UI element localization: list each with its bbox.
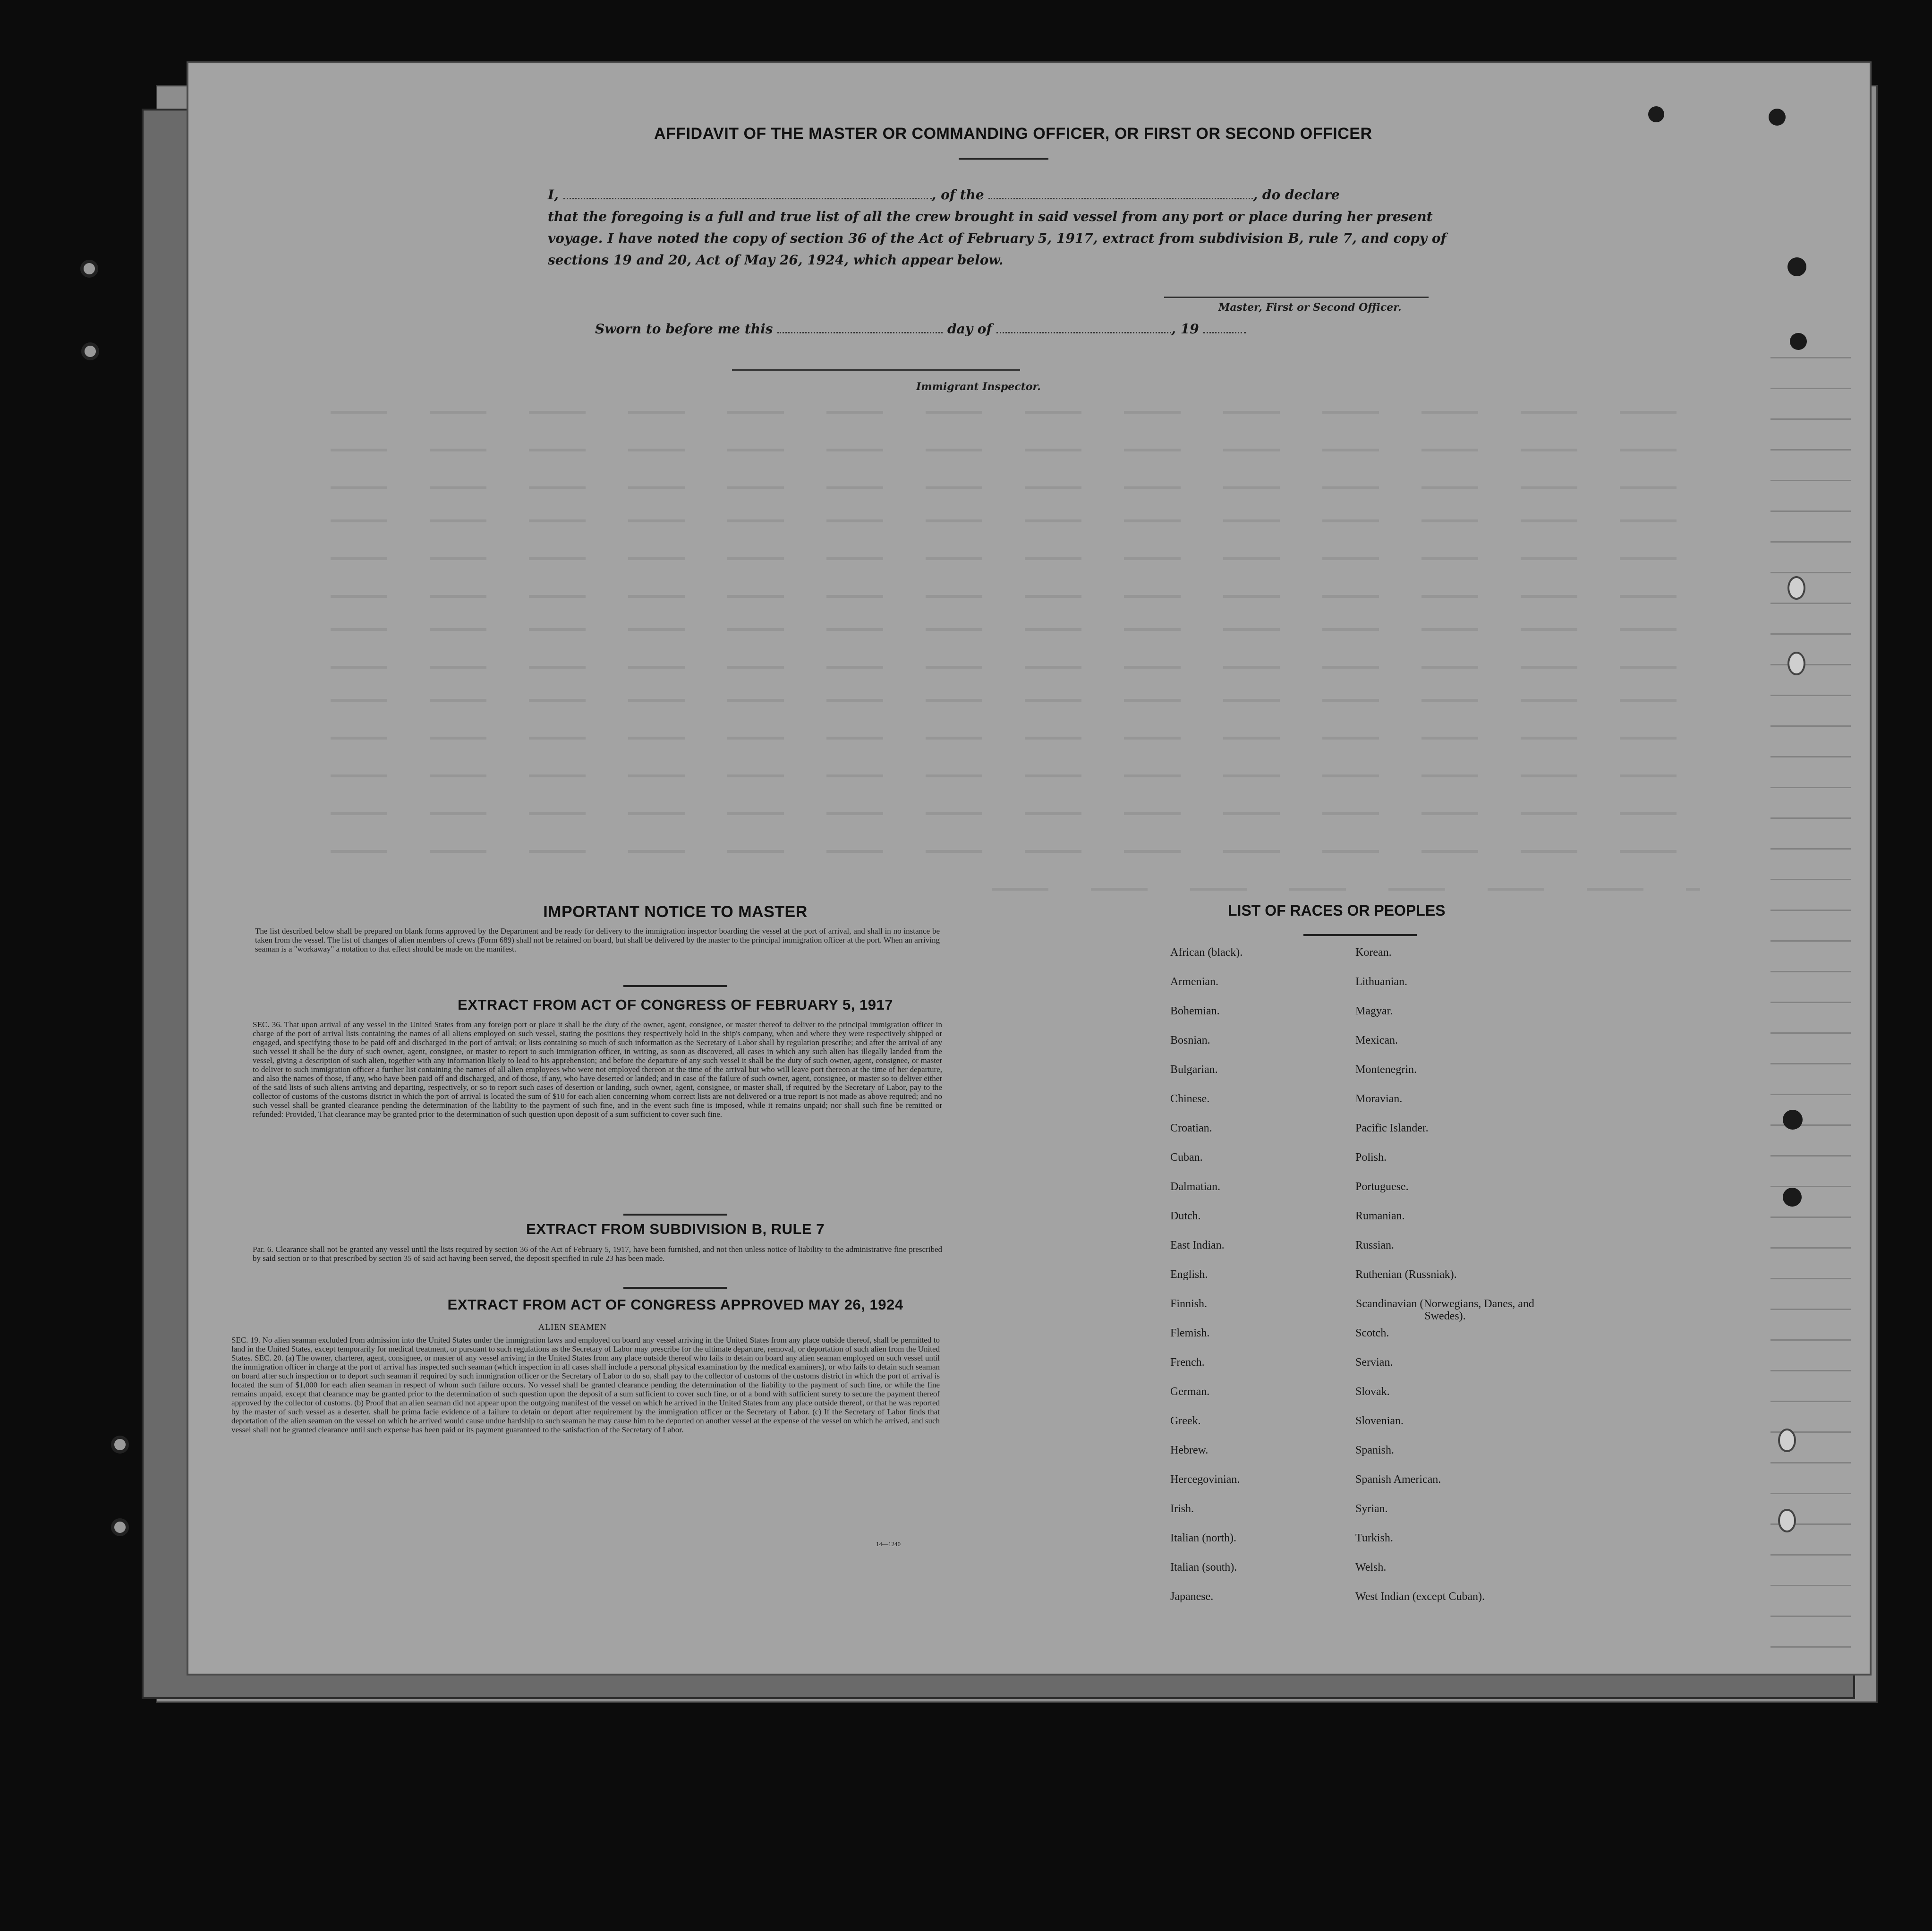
- races-rule: [1303, 934, 1417, 936]
- sworn-prefix: Sworn to before me this: [595, 321, 773, 337]
- officer-name-field[interactable]: [563, 198, 932, 199]
- title-rule: [959, 158, 1048, 160]
- inspector-signature-label: Immigrant Inspector.: [916, 381, 1041, 393]
- race-item: Croatian.: [1170, 1122, 1212, 1134]
- race-item: Finnish.: [1170, 1298, 1208, 1310]
- race-item: Polish.: [1355, 1151, 1387, 1164]
- notice-rule: [623, 985, 727, 987]
- extract-1924-text: SEC. 19. No alien seaman excluded from admission into the United States under the immigration laws and employed on board any vessel arriving in the United States from any place outside thereof, shall be permitted to land in the United States, except temporarily for medical treatment, or pursuant to such regulations as the Secretary of Labor may prescribe for the ultimate departure, removal, or deportation of such alien from the United States. SEC. 20. (a) The owner, charterer, agent, consignee, or master of any vessel arriving in the United States from any place outside thereof who fails to detain on board any alien seaman employed on such vessel until the immigration officer in charge at the port of arrival has inspected such seaman (which inspection in all cases shall include a personal physical examination by the medical examiners), or who fails to detain such seaman on board after such inspection or to deport such seaman if required by such immigration officer or the Secretary of Labor to do so, shall pay to the collector of customs of the customs district in which the port of arrival is located the sum of $1,000 for each alien seaman in respect of whom such failure occurs. No vessel shall be granted clearance pending the determination of the liability to the payment of such fine, or while the fine remains unpaid, except that clearance may be granted prior to the determination of such question upon the deposit of a sum sufficient to cover such fine, or of a bond with sufficient surety to secure the payment thereof approved by the collector of customs. (b) Proof that an alien seaman did not appear upon the outgoing manifest of the vessel on which he arrived in the United States from any place outside thereof, or that he was reported by the master of such vessel as a deserter, shall be prima facie evidence of a failure to detain or deport after requirement by the immigration officer or the Secretary of Labor. (c) If the Secretary of Labor finds that deportation of the alien seaman on the vessel on which he arrived would cause undue hardship to such seaman he may cause him to be deported on another vessel at the expense of the vessel on which he arrived, and such vessel shall not be granted clearance until such expense has been paid or its payment guaranteed to the satisfaction of the Secretary of Labor.: [231, 1336, 940, 1434]
- race-item: Turkish.: [1355, 1532, 1393, 1544]
- master-signature-label: Master, First or Second Officer.: [1218, 301, 1402, 314]
- extract-1917-title: EXTRACT FROM ACT OF CONGRESS OF FEBRUARY 5, 1917: [458, 996, 893, 1013]
- race-item: Flemish.: [1170, 1327, 1210, 1339]
- race-item: West Indian (except Cuban).: [1355, 1591, 1485, 1603]
- race-item: Scotch.: [1355, 1327, 1389, 1339]
- race-item: Servian.: [1355, 1356, 1393, 1369]
- race-item: Russian.: [1355, 1239, 1395, 1251]
- race-item: African (black).: [1170, 946, 1243, 959]
- race-item: Korean.: [1355, 946, 1392, 959]
- race-item: Dalmatian.: [1170, 1181, 1220, 1193]
- races-left-column: [1170, 944, 1243, 1618]
- race-item: Cuban.: [1170, 1151, 1203, 1164]
- race-item: Bosnian.: [1170, 1034, 1210, 1046]
- rule-7-title: EXTRACT FROM SUBDIVISION B, RULE 7: [526, 1221, 825, 1237]
- race-item: Armenian.: [1170, 976, 1218, 988]
- sworn-day-of: day of: [947, 321, 992, 337]
- bleed-through-grid: [1770, 328, 1851, 1659]
- race-item: Rumanian.: [1355, 1210, 1405, 1222]
- race-item: Italian (south).: [1170, 1561, 1237, 1574]
- alien-seamen-subtitle: ALIEN SEAMEN: [538, 1322, 607, 1332]
- extract-1917-rule: [623, 1214, 727, 1216]
- extract-1924-title: EXTRACT FROM ACT OF CONGRESS APPROVED MAY 26, 1924: [447, 1296, 903, 1313]
- form-number: 14—1240: [876, 1540, 901, 1548]
- declaration-first-line: [548, 184, 1459, 206]
- race-item: Italian (north).: [1170, 1532, 1236, 1544]
- sworn-date-field[interactable]: [777, 332, 943, 333]
- declaration-i: I,: [548, 187, 559, 203]
- race-item: Slovak.: [1355, 1386, 1390, 1398]
- notice-title: IMPORTANT NOTICE TO MASTER: [543, 903, 808, 921]
- race-item: Lithuanian.: [1355, 976, 1407, 988]
- race-item: Magyar.: [1355, 1005, 1393, 1017]
- sworn-month-field[interactable]: [996, 332, 1171, 333]
- race-item: Bulgarian.: [1170, 1063, 1218, 1076]
- race-item: English.: [1170, 1268, 1208, 1281]
- race-item: Syrian.: [1355, 1503, 1388, 1515]
- race-item: Spanish.: [1355, 1444, 1395, 1456]
- race-item: Irish.: [1170, 1503, 1194, 1515]
- race-item: Hebrew.: [1170, 1444, 1209, 1456]
- race-item: Chinese.: [1170, 1093, 1210, 1105]
- race-item: Moravian.: [1355, 1093, 1403, 1105]
- race-item: Portuguese.: [1355, 1181, 1409, 1193]
- race-item: French.: [1170, 1356, 1205, 1369]
- race-item: Spanish American.: [1355, 1473, 1441, 1486]
- race-item: Mexican.: [1355, 1034, 1398, 1046]
- rule-7-text: Par. 6. Clearance shall not be granted any vessel until the lists required by section 36 of the Act of February 5, 1917, have been furnished, and not then unless notice of liability to the administrative fine prescribed by said section or to that prescribed by section 35 of said act having been served, the deposit specified in rule 23 has been made.: [253, 1245, 942, 1263]
- race-item: Dutch.: [1170, 1210, 1201, 1222]
- declaration-of-the: , of the: [931, 187, 984, 203]
- rule-7-rule: [623, 1287, 727, 1289]
- race-item: Montenegrin.: [1355, 1063, 1417, 1076]
- race-item: Scandinavian (Norwegians, Danes, and Swedes).: [1356, 1298, 1534, 1322]
- sworn-statement: [595, 321, 1246, 337]
- race-item: Japanese.: [1170, 1591, 1214, 1603]
- race-item: East Indian.: [1170, 1239, 1225, 1251]
- races-title: LIST OF RACES OR PEOPLES: [1228, 902, 1446, 919]
- race-item: Pacific Islander.: [1355, 1122, 1429, 1134]
- affidavit-declaration: [548, 184, 1459, 271]
- vessel-name-field[interactable]: [988, 198, 1253, 199]
- master-signature-line[interactable]: [1164, 297, 1429, 298]
- race-item: Hercegovinian.: [1170, 1473, 1240, 1486]
- sworn-year-field[interactable]: [1203, 332, 1246, 333]
- race-item: Slovenian.: [1355, 1415, 1404, 1427]
- race-item: Greek.: [1170, 1415, 1201, 1427]
- race-item: Bohemian.: [1170, 1005, 1220, 1017]
- race-item: Ruthenian (Russniak).: [1355, 1268, 1457, 1281]
- race-item: German.: [1170, 1386, 1210, 1398]
- races-right-column: [1355, 944, 1540, 1618]
- extract-1917-text: SEC. 36. That upon arrival of any vessel in the United States from any foreign port or place it shall be the duty of the owner, agent, consignee, or master thereof to deliver to the principal immigration officer in charge of the port of arrival lists containing the names of all aliens employed on such vessel, stating the positions they respectively hold in the ship's company, when and where they were respectively shipped or engaged, and specifying those to be paid off and discharged in the port of arrival; or lists containing so much of such information as the Secretary of Labor shall by regulation prescribe; and after the arrival of any such vessel it shall be the duty of such owner, agent, consignee, or master to report to such immigration officer, in writing, as soon as discovered, all cases in which any such alien has illegally landed from the vessel, giving a description of such alien, together with any information likely to lead to his apprehension; and before the departure of any such vessel it shall be the duty of such owner, agent, consignee, or master to deliver to such immigration officer a further list containing the names of all alien employees who were not employed thereon at the time of the arrival but who will leave port thereon at the time of her departure, and also the names of those, if any, who have been paid off and discharged, and of those, if any, who have deserted or landed; and in case of the failure of such owner, agent, consignee, or master so to deliver either of the said lists of such aliens arriving and departing, respectively, or so to report such cases of desertion or landing, such owner, agent, consignee, or master shall, if required by the Secretary of Labor, pay to the collector of customs of the customs district in which the port of arrival is located the sum of $10 for each alien concerning whom correct lists are not delivered or a true report is not made as above required; and no such vessel shall be granted clearance pending the determination of the liability to the payment of such fine, and in the event such fine is imposed, while it remains unpaid; nor shall such fine be remitted or refunded: Provided, That clearance may be granted prior to the determination of such question upon deposit of a sum sufficient to cover such fine.: [253, 1020, 942, 1119]
- declaration-do-declare: , do declare: [1253, 187, 1340, 203]
- inspector-signature-line[interactable]: [732, 369, 1020, 371]
- affidavit-title: AFFIDAVIT OF THE MASTER OR COMMANDING OFFICER, OR FIRST OR SECOND OFFICER: [654, 125, 1372, 143]
- declaration-body: that the foregoing is a full and true list of all the crew brought in said vessel from any port or place during her present voyage. I have noted the copy of section 36 of the Act of February 5, 1917, extract from subdivision B, rule 7, and copy of sections 19 and 20, Act of May 26, 1924, which appear below.: [548, 209, 1447, 268]
- race-item: Welsh.: [1355, 1561, 1387, 1574]
- sworn-year-prefix: , 19: [1171, 321, 1199, 337]
- notice-text: The list described below shall be prepared on blank forms approved by the Department and be ready for delivery to the immigration inspector boarding the vessel at the port of arrival, and shall in no instance be taken from the vessel. The list of changes of alien members of crews (Form 689) shall not be retained on board, but shall be delivered by the master to the principal immigration officer at the port. When an arriving seaman is a "workaway" a notation to that effect should be made on the manifest.: [255, 927, 940, 953]
